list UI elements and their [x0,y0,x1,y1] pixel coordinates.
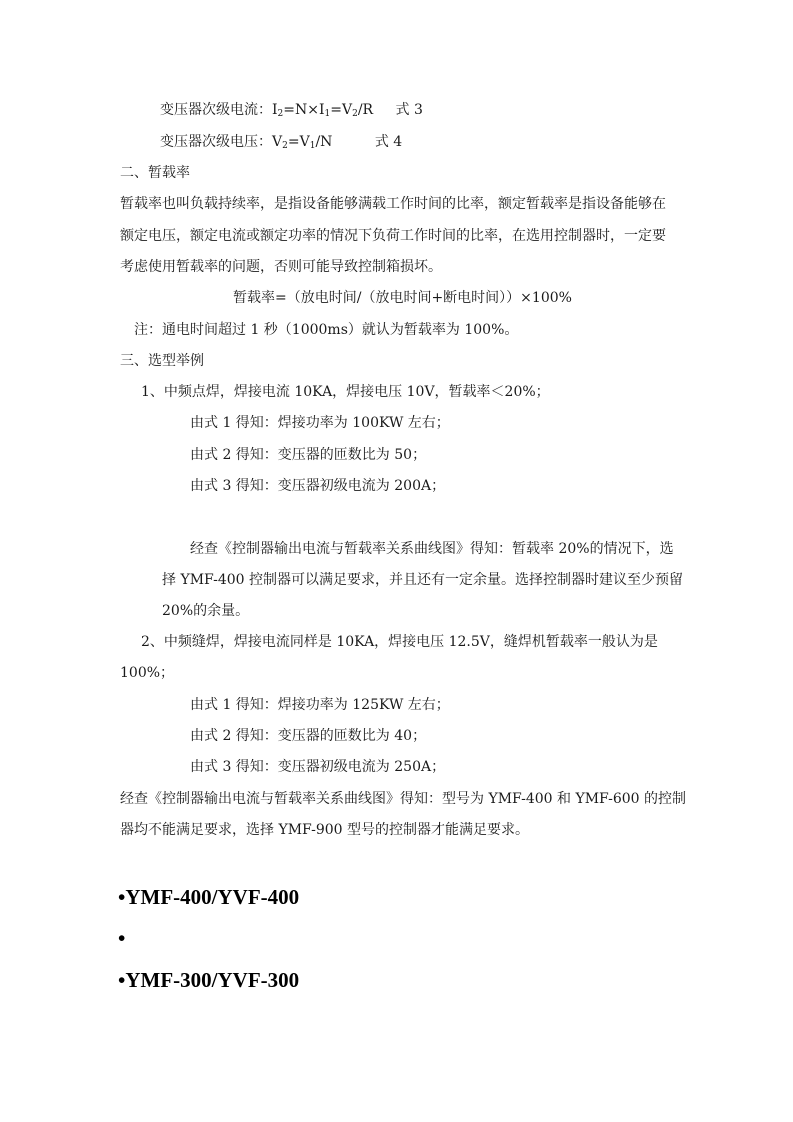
formula-4-ref: 式 4 [374,134,403,150]
example-2-step-3: 由式 3 得知：变压器初级电流为 250A； [190,759,446,775]
formula-3-label: 变压器次级电流： [160,102,272,118]
example-1-step-1: 由式 1 得知：焊接功率为 100KW 左右； [190,415,450,431]
formula-3-ref: 式 3 [395,102,423,118]
section-3-heading: 三、选型举例 [120,353,204,369]
formula-4-line [160,132,402,152]
example-1-title: 1、中频点焊，焊接电流 10KA，焊接电压 10V，暂载率＜20%； [141,384,550,400]
duty-note: 注：通电时间超过 1 秒（1000ms）就认为暂载率为 100%。 [134,322,519,338]
example-1-step-2: 由式 2 得知：变压器的匝数比为 50； [190,447,427,463]
duty-paragraph-line-3: 考虑使用暂载率的问题，否则可能导致控制箱损坏。 [120,259,442,275]
example-2-conclusion-line-2: 器均不能满足要求，选择 YMF-900 型号的控制器才能满足要求。 [120,822,530,838]
formula-3-line [160,100,423,120]
formula-3-equation: $I_2=N\times I_1=V_2/R$ [272,102,374,119]
example-2-step-2: 由式 2 得知：变压器的匝数比为 40； [190,728,427,744]
formula-4-label: 变压器次级电压： [160,134,272,150]
example-1-step-3: 由式 3 得知：变压器初级电流为 200A； [190,478,446,494]
formula-4-equation: $V_2=V_1/N$ [272,134,333,151]
example-1-conclusion-line-3: 20%的余量。 [162,603,250,619]
duty-paragraph-line-2: 额定电压，额定电流或额定功率的情况下负荷工作时间的比率，在选用控制器时，一定要 [120,228,666,244]
duty-paragraph-line-1: 暂载率也叫负载持续率，是指设备能够满载工作时间的比率，额定暂载率是指设备能够在 [120,196,666,212]
duty-formula: 暂载率=（放电时间/（放电时间+断电时间））×100% [233,290,572,306]
bullet-ymf-400: •YMF-400/YVF-400 [118,885,300,909]
example-2-title-line-2: 100%； [120,665,175,681]
example-1-conclusion-line-2: 择 YMF-400 控制器可以满足要求，并且还有一定余量。选择控制器时建议至少预留 [162,572,684,588]
example-2-conclusion-line-1: 经查《控制器输出电流与暂载率关系曲线图》得知：型号为 YMF-400 和 YMF-600 的控制 [120,791,687,807]
example-2-step-1: 由式 1 得知：焊接功率为 125KW 左右； [190,697,450,713]
bullet-ymf-300: •YMF-300/YVF-300 [118,968,300,992]
example-2-title-line-1: 2、中频缝焊，焊接电流同样是 10KA，焊接电压 12.5V，缝焊机暂载率一般认为是 [141,634,658,650]
section-2-heading: 二、暂载率 [120,165,190,181]
example-1-conclusion-line-1: 经查《控制器输出电流与暂载率关系曲线图》得知：暂载率 20%的情况下，选 [190,541,674,557]
bullet-empty: • [118,926,126,950]
